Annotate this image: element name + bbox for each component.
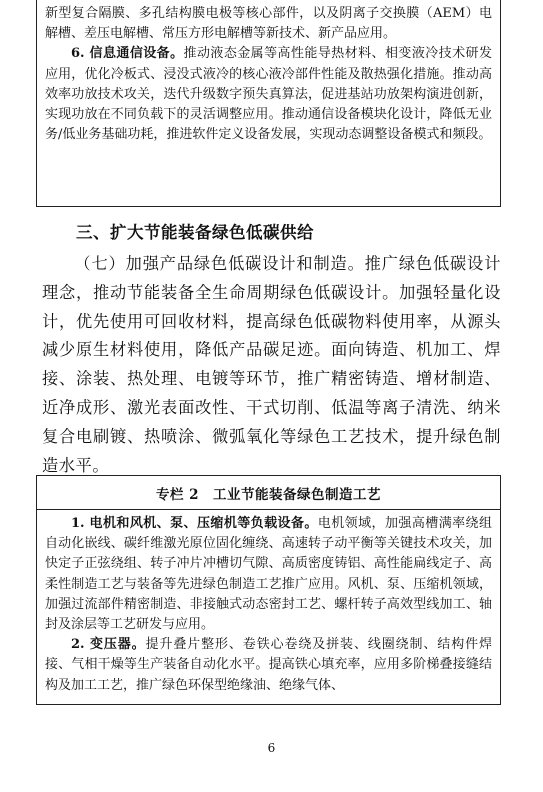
item1-title: 1. 电机和风机、泵、压缩机等负载设备。 — [71, 516, 318, 531]
item2-body: 提升叠片整形、卷铁心卷绕及拼装、线圈绕制、结构件焊接、气相干燥等生产装备自动化水平。提高铁心填充率，应用多阶梯叠接缝结构及加工工艺，推广绿色环保型绝缘油、绝缘气体、 — [45, 637, 492, 693]
page-number: 6 — [267, 741, 276, 755]
top-box-continued-text: 新型复合隔膜、多孔结构膜电极等核心部件，以及阴离子交换膜（AEM）电解槽、差压电解槽、常压方形电解槽等新技术、新产品应用。 — [45, 6, 492, 42]
top-box-item-6 — [45, 44, 492, 145]
item6-body: 推动液态金属等高性能导热材料、相变液冷技术研发应用，优化冷板式、浸没式液冷的核心液冷部件性能及散热强化措施。推动高效率功放技术攻关，迭代升级数字预失真算法，促进基站功放架构演进创新，实现功放在不同负载下的灵活调整应用。推动通信设备模块化设计，降低无业务/低业务基础功耗，推进软件定义设备发展，实现动态调整设备模式和频段。 — [45, 46, 492, 143]
column-box-body — [37, 510, 500, 696]
column-item-2 — [45, 635, 492, 696]
item2-title: 2. 变压器。 — [71, 637, 146, 653]
section-heading: 三、扩大节能装备绿色低碳供给 — [76, 223, 314, 242]
column-box-title — [37, 476, 500, 510]
column-box-title-text: 工业节能装备绿色制造工艺 — [213, 486, 382, 503]
item6-title: 6. 信息通信设备。 — [71, 46, 184, 62]
column-item-1 — [45, 514, 492, 635]
body-paragraph: （七）加强产品绿色低碳设计和制造。推广绿色低碳设计理念，推动节能装备全生命周期绿色低碳设计。加强轻量化设计，优先使用可回收材料，提高绿色低碳物料使用率，从源头减少原生材料使用，降低产品碳足迹。面向铸造、机加工、焊接、涂装、热处理、电镀等环节，推广精密铸造、增材制造、近净成形、激光表面改性、干式切削、低温等离子清洗、纳米复合电刷镀、热喷涂、微弧氧化等绿色工艺技术，提升绿色制造水平。 — [42, 254, 501, 475]
item1-body: 电机领域，加强高槽满率绕组自动化嵌线、碳纤维激光原位固化缠绕、高速转子动平衡等关键技术攻关，加快定子正弦绕组、转子冲片冲槽切气隙、高质密度铸铝、高性能扁线定子、高柔性制造工艺与装备等先进绿色制造工艺推广应用。风机、泵、压缩机领域，加强过流部件精密制造、非接触式动态密封工艺、螺杆转子高效型线加工、轴封及涂层等工艺研发与应用。 — [45, 516, 492, 633]
top-column-box — [36, 0, 501, 207]
column-box-label: 专栏 2 — [155, 486, 200, 503]
column-box-2 — [36, 475, 501, 705]
